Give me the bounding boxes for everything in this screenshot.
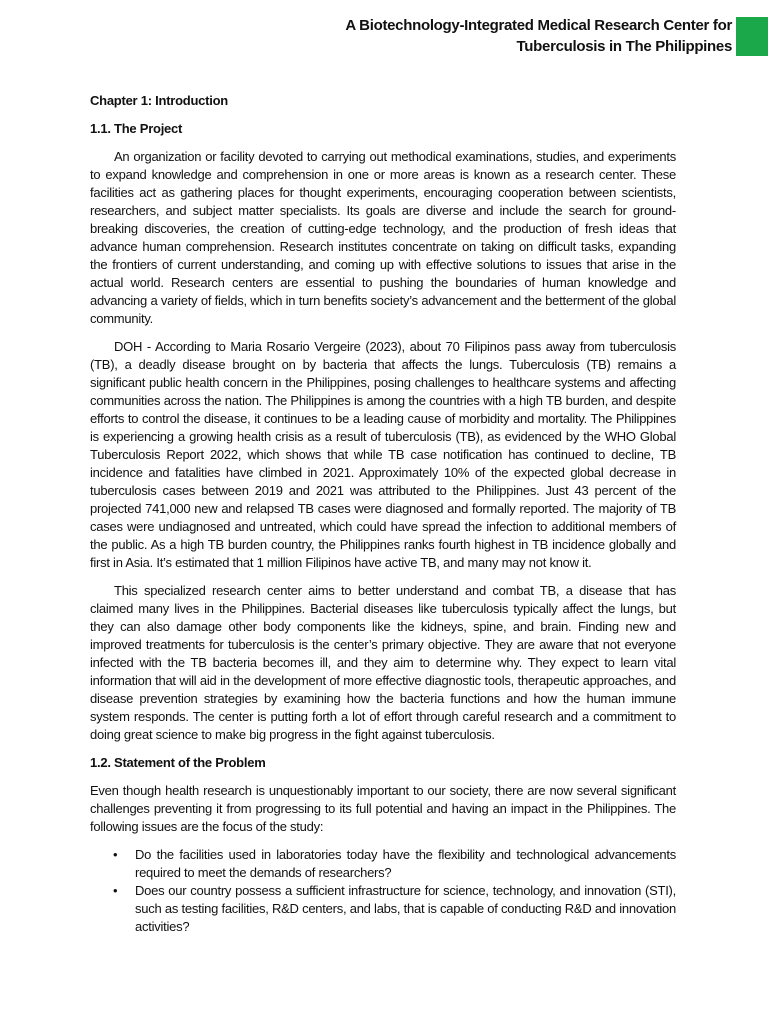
list-item-text: Does our country possess a sufficient infrastructure for science, technology, and innovation (STI), such as testing facilities, R&D centers, and labs, that is capable of conducting R&D and innovation activities?	[135, 883, 676, 934]
paragraph-specialized-center: This specialized research center aims to better understand and combat TB, a disease that has claimed many lives in the Philippines. Bacterial diseases like tuberculosis typically affect the lungs, but they can also damage other body components like the kidneys, spine, and brain. Finding new and improved treatments for tuberculosis is the center’s primary objective. They are aware that not everyone infected with the TB bacteria becomes ill, and they aim to determine why. They expect to learn vital information that will aid in the development of more effective diagnostic tools, therapeutic approaches, and disease prevention strategies by examining how the bacteria functions and how the human immune system responds. The center is putting forth a lot of effort through careful research and a commitment to doing great science to make big progress in the fight against tuberculosis.	[90, 583, 676, 742]
header-accent-bar	[736, 17, 768, 56]
paragraph-problem-intro: Even though health research is unquestionably important to our society, there are now several significant challenges preventing it from progressing to its full potential and having an impact in the Philippines. The following issues are the focus of the study:	[90, 783, 676, 834]
bullet-icon: •	[113, 847, 118, 862]
paragraph-research-center: An organization or facility devoted to carrying out methodical examinations, studies, and experiments to expand knowledge and comprehension in one or more areas is known as a research center. These facilities act as gathering places for thought experiments, encouraging cooperation between scientists, researchers, and subject matter specialists. Its goals are diverse and include the search for ground-breaking discoveries, the creation of cutting-edge technology, and the production of fresh ideas that advance human comprehension. Research institutes concentrate on taking on difficult tasks, expanding the frontiers of current understanding, and coming up with effective solutions to issues that arise in the actual world. Research centers are essential to pushing the boundaries of human knowledge and advancing a variety of fields, which in turn benefits society’s advancement and the betterment of the global community.	[90, 149, 676, 326]
list-item-text: Do the facilities used in laboratories today have the flexibility and technological advancements required to meet the demands of researchers?	[135, 847, 676, 880]
problem-bullet-list	[90, 846, 676, 936]
list-item	[113, 882, 676, 936]
section-heading-project: 1.1. The Project	[90, 121, 183, 136]
document-header	[232, 15, 732, 57]
bullet-icon: •	[113, 883, 118, 898]
header-title-line-2: Tuberculosis in The Philippines	[516, 38, 732, 55]
document-body	[90, 92, 676, 936]
section-heading-problem: 1.2. Statement of the Problem	[90, 755, 266, 770]
paragraph-doh-tuberculosis: DOH - According to Maria Rosario Vergeire (2023), about 70 Filipinos pass away from tuberculosis (TB), a deadly disease brought on by bacteria that affects the lungs. Tuberculosis (TB) remains a significant public health concern in the Philippines, posing challenges to healthcare systems and affecting communities across the nation. The Philippines is among the countries with a high TB burden, and despite efforts to control the disease, it continues to be a leading cause of morbidity and mortality. The Philippines is experiencing a growing health crisis as a result of tuberculosis (TB), as evidenced by the WHO Global Tuberculosis Report 2022, which shows that while TB case notification has continued to decline, TB incidence and fatalities have climbed in 2021. Approximately 10% of the expected global decrease in tuberculosis cases between 2019 and 2021 was attributed to the Philippines. Just 43 percent of the projected 741,000 new and relapsed TB cases were diagnosed and formally reported. The majority of TB cases were undiagnosed and untreated, which could have spread the infection to additional members of the public. As a high TB burden country, the Philippines ranks fourth highest in TB incidence globally and first in Asia. It’s estimated that 1 million Filipinos have active TB, and many may not know it.	[90, 339, 676, 570]
list-item	[113, 846, 676, 882]
header-title-line-1: A Biotechnology-Integrated Medical Research Center for	[345, 17, 732, 34]
chapter-title: Chapter 1: Introduction	[90, 93, 228, 108]
